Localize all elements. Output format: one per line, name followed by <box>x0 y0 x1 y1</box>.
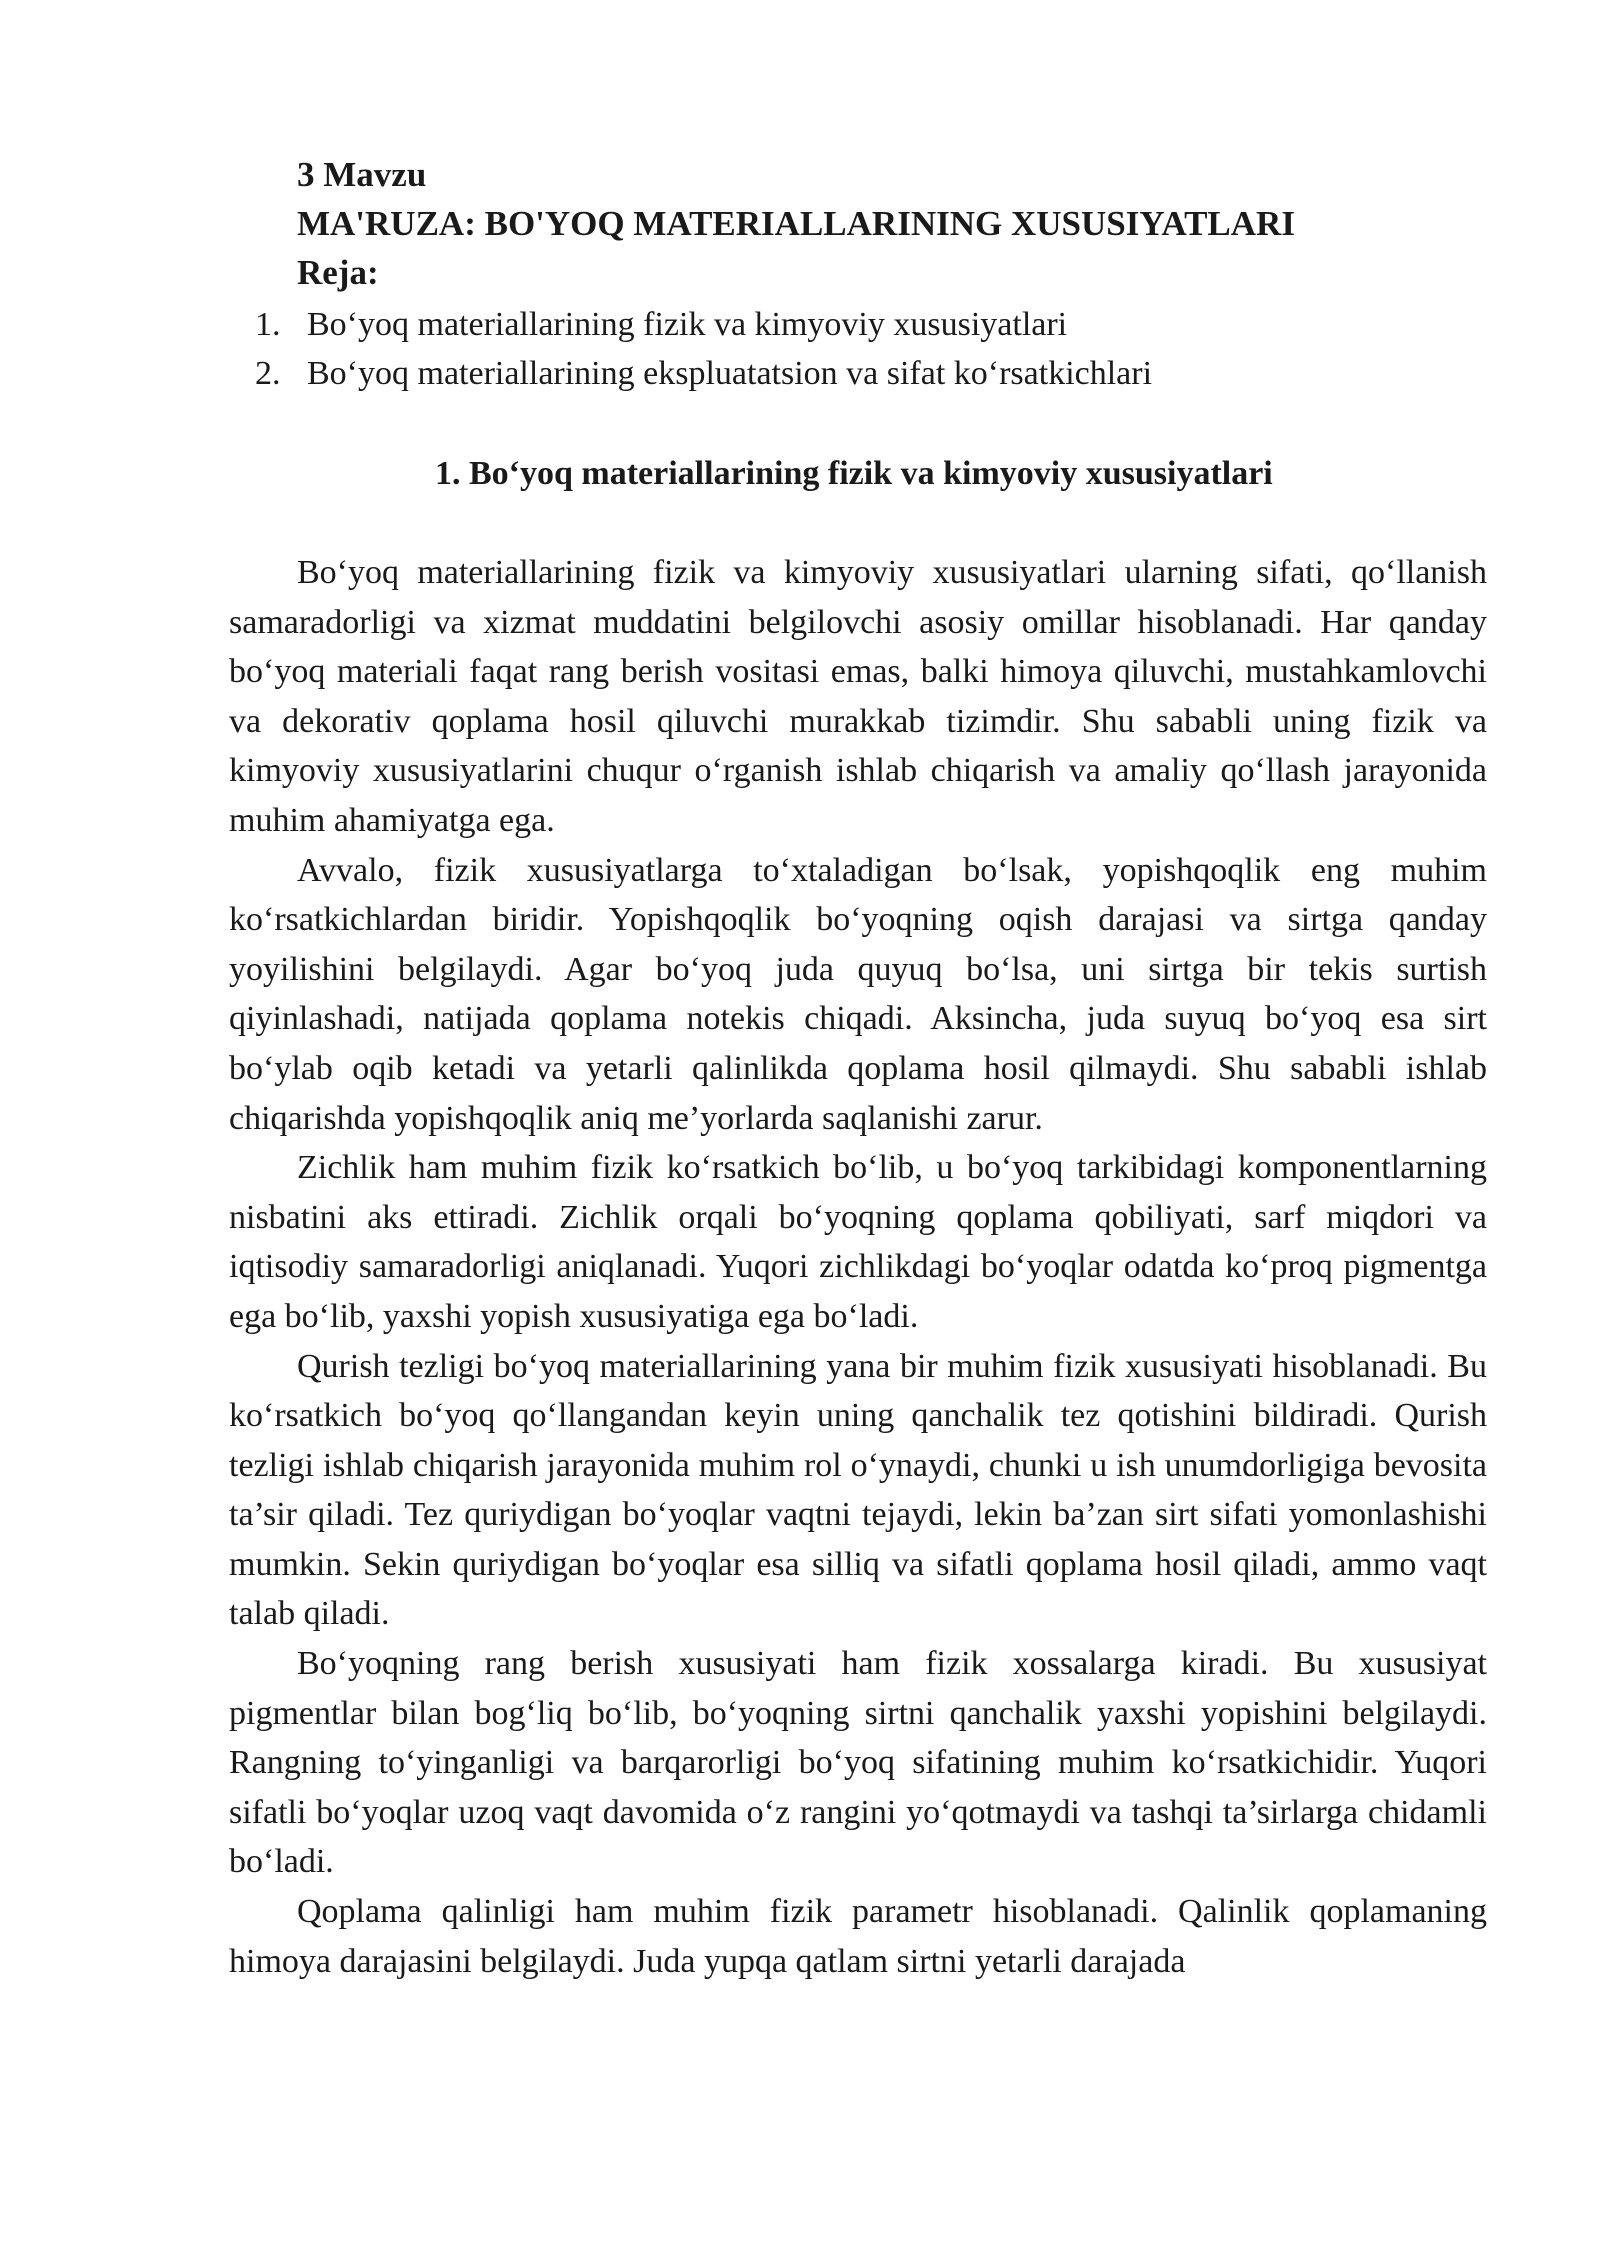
section-heading: 1. Bo‘yoq materiallarining fizik va kimyoviy xususiyatlari <box>435 455 1273 492</box>
plan-item-number: 2. <box>255 355 281 392</box>
plan-item <box>255 300 1152 349</box>
paragraph: Qoplama qalinligi ham muhim fizik parametr hisoblanadi. Qalinlik qoplamaning himoya darajasini belgilaydi. Juda yupqa qatlam sirtni yetarli darajada <box>229 1893 1487 1980</box>
paragraph: Bo‘yoq materiallarining fizik va kimyoviy xususiyatlari ularning sifati, qo‘llanish samaradorligi va xizmat muddatini belgilovchi asosiy omillar hisoblanadi. Har qanday bo‘yoq materiali faqat rang berish vositasi emas, balki himoya qiluvchi, mustahkamlovchi va dekorativ qoplama hosil qiluvchi murakkab tizimdir. Shu sababli uning fizik va kimyoviy xususiyatlarini chuqur o‘rganish ishlab chiqarish va amaliy qo‘llash jarayonida muhim ahamiyatga ega. <box>229 554 1487 839</box>
plan-item-text: Bo‘yoq materiallarining fizik va kimyoviy xususiyatlari <box>307 306 1068 343</box>
paragraph: Qurish tezligi bo‘yoq materiallarining yana bir muhim fizik xususiyati hisoblanadi. Bu ko‘rsatkich bo‘yoq qo‘llangandan keyin uning qanchalik tez qotishini bildiradi. Qurish tezligi ishlab chiqarish jarayonida muhim rol o‘ynaydi, chunki u ish unumdorligiga bevosita ta’sir qiladi. Tez quriydigan bo‘yoqlar vaqtni tejaydi, lekin ba’zan sirt sifati yomonlashishi mumkin. Sekin quriydigan bo‘yoqlar esa silliq va sifatli qoplama hosil qiladi, ammo vaqt talab qiladi. <box>229 1347 1487 1633</box>
lecture-title: MA'RUZA: BO'YOQ MATERIALLARINING XUSUSIYATLARI <box>297 204 1295 243</box>
topic-number: 3 Mavzu <box>297 155 427 194</box>
plan-list <box>255 300 1152 398</box>
plan-item-number: 1. <box>255 306 281 343</box>
plan-item-text: Bo‘yoq materiallarining ekspluatatsion va sifat ko‘rsatkichlari <box>307 355 1153 392</box>
plan-label: Reja: <box>297 253 379 292</box>
paragraph: Zichlik ham muhim fizik ko‘rsatkich bo‘lib, u bo‘yoq tarkibidagi komponentlarning nisbatini aks ettiradi. Zichlik orqali bo‘yoqning qoplama qobiliyati, sarf miqdori va iqtisodiy samaradorligi aniqlanadi. Yuqori zichlikdagi bo‘yoqlar odatda ko‘proq pigmentga ega bo‘lib, yaxshi yopish xususiyatiga ega bo‘ladi. <box>229 1149 1487 1335</box>
plan-item <box>255 349 1152 398</box>
document-header <box>297 150 1295 297</box>
paragraph: Bo‘yoqning rang berish xususiyati ham fizik xossalarga kiradi. Bu xususiyat pigmentlar bilan bog‘liq bo‘lib, bo‘yoqning sirtni qanchalik yaxshi yopishini belgilaydi. Rangning to‘yinganligi va barqarorligi bo‘yoq sifatining muhim ko‘rsatkichidir. Yuqori sifatli bo‘yoqlar uzoq vaqt davomida o‘z rangini yo‘qotmaydi va tashqi ta’sirlarga chidamli bo‘ladi. <box>229 1645 1487 1881</box>
body-text <box>229 548 1487 1986</box>
paragraph: Avvalo, fizik xususiyatlarga to‘xtaladigan bo‘lsak, yopishqoqlik eng muhim ko‘rsatkichlardan biridir. Yopishqoqlik bo‘yoqning oqish darajasi va sirtga qanday yoyilishini belgilaydi. Agar bo‘yoq juda quyuq bo‘lsa, uni sirtga bir tekis surtish qiyinlashadi, natijada qoplama notekis chiqadi. Aksincha, juda suyuq bo‘yoq esa sirt bo‘ylab oqib ketadi va yetarli qalinlikda qoplama hosil qilmaydi. Shu sababli ishlab chiqarishda yopishqoqlik aniq me’yorlarda saqlanishi zarur. <box>229 851 1487 1137</box>
